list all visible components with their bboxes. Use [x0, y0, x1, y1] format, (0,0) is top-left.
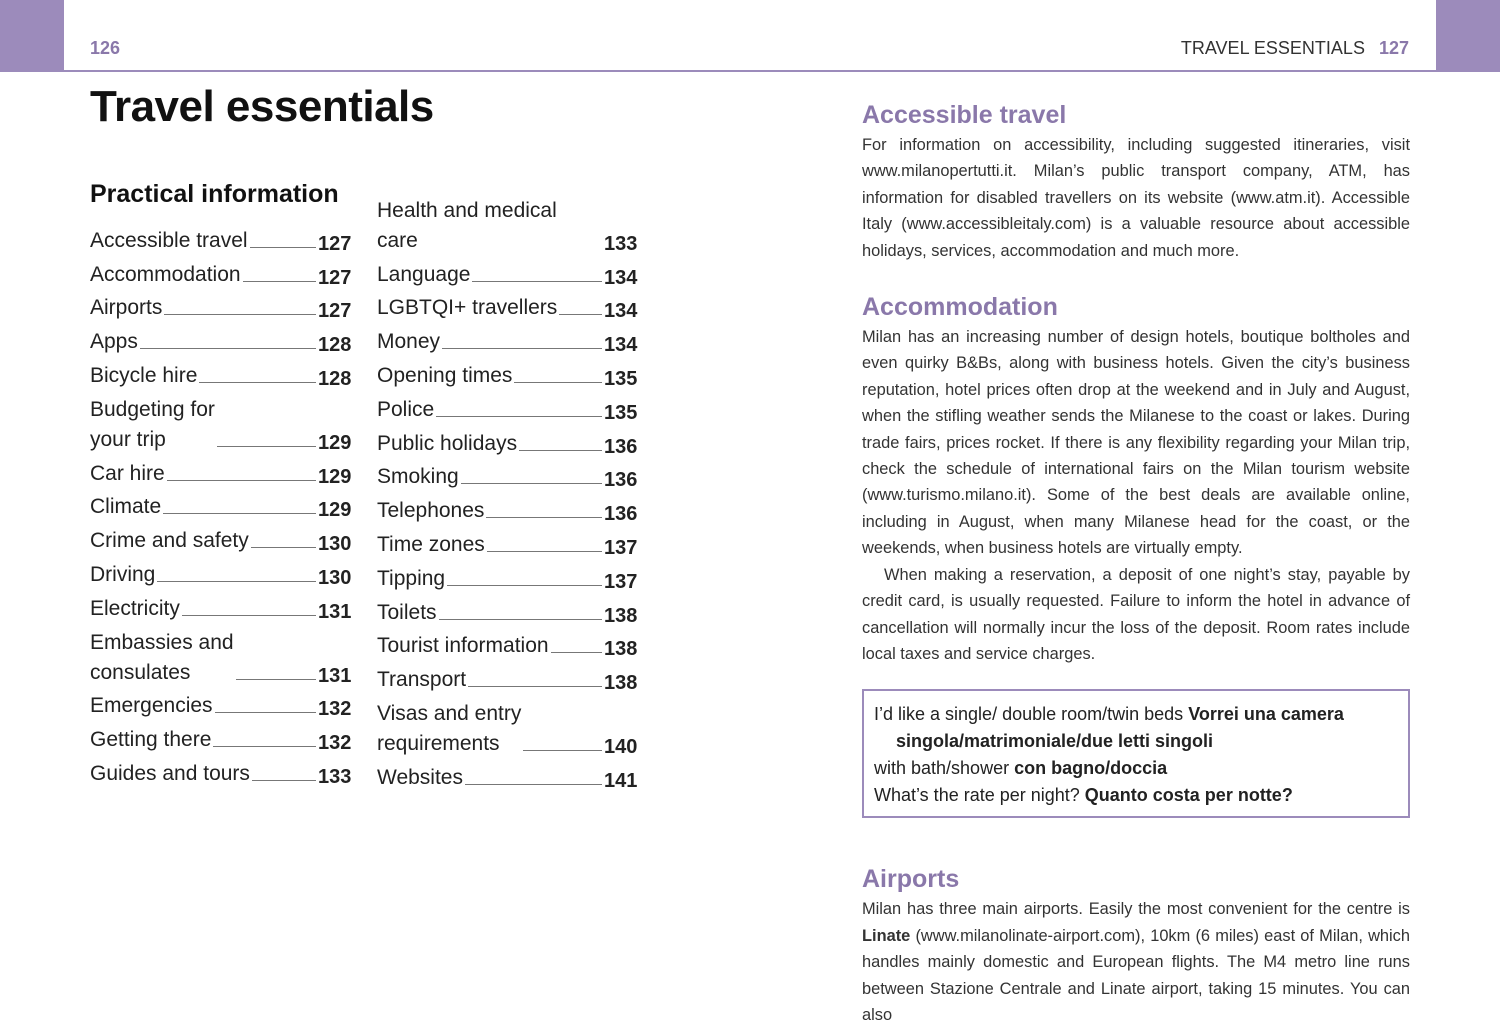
phrase-italian: Quanto costa per notte? — [1084, 785, 1293, 806]
toc-entry-page: 130 — [318, 566, 352, 589]
header-rule — [0, 70, 1500, 72]
phrase-box — [862, 689, 1410, 818]
toc-entry-page: 129 — [318, 499, 352, 522]
toc-entry — [377, 198, 638, 256]
toc-entry-page: 135 — [604, 401, 638, 424]
toc-leader-line — [514, 382, 602, 383]
accessible-travel-text: For information on accessibility, including suggested itineraries, visit www.milanopertutti.it. Milan’s public transport company, ATM, has information for disabled travellers on its website (www.atm.it). Accessible Italy (www.accessibleitaly.com) is a valuable resource about accessible holidays, services, accommodation and much more. — [862, 136, 1410, 260]
phrase-english: with bath/shower — [874, 758, 1015, 779]
toc-leader-line — [164, 314, 316, 315]
toc-entry-label: Opening times — [377, 363, 513, 387]
toc-leader-line — [215, 712, 316, 713]
toc-leader-line — [157, 581, 316, 582]
toc-entry — [377, 628, 638, 662]
toc-entry-page: 135 — [604, 367, 638, 390]
airports-text-start: Milan has three main airports. Easily the most convenient for the centre is — [862, 900, 1410, 919]
toc-entry-page: 141 — [604, 769, 638, 792]
toc-leader-line — [439, 619, 602, 620]
toc-entry-label: Tipping — [377, 566, 446, 590]
toc-entry-page: 134 — [604, 334, 638, 357]
toc-leader-line — [140, 348, 316, 349]
toc-leader-line — [472, 281, 602, 282]
toc-entry-label: Public holidays — [377, 431, 518, 455]
toc-entry-page: 136 — [604, 503, 638, 526]
toc-leader-line — [250, 247, 316, 248]
toc-leader-line — [182, 615, 316, 616]
toc-entry-label: Emergencies — [90, 694, 213, 718]
toc-entry-page: 127 — [318, 266, 352, 289]
toc-entry — [377, 560, 638, 594]
toc-entry — [377, 759, 638, 793]
toc-entry — [377, 492, 638, 526]
toc-entry-label: Electricity — [90, 596, 180, 620]
toc-leader-line — [468, 686, 602, 687]
phrase-italian: con bagno/doccia — [1014, 758, 1168, 779]
toc-entry-page: 128 — [318, 334, 352, 357]
toc-entry-label: Language — [377, 262, 471, 286]
toc-entry-page: 130 — [318, 533, 352, 556]
toc-leader-line — [236, 679, 316, 680]
toc-leader-line — [167, 480, 316, 481]
toc-leader-line — [199, 382, 316, 383]
toc-leader-line — [447, 585, 602, 586]
toc-leader-line — [163, 513, 316, 514]
toc-entry — [90, 522, 352, 556]
toc-entry — [90, 688, 352, 722]
toc-entry-page: 132 — [318, 732, 352, 755]
chapter-title: Travel essentials — [90, 82, 434, 131]
toc-entry — [90, 455, 352, 489]
toc-entry-label: Money — [377, 330, 441, 354]
toc-entry-page: 137 — [604, 536, 638, 559]
toc-entry-page: 129 — [318, 465, 352, 488]
toc-entry — [90, 323, 352, 357]
toc-entry-label: Visas and entry requirements — [377, 701, 522, 755]
toc-entry-label: Police — [377, 397, 435, 421]
toc-entry — [90, 222, 352, 256]
toc-entry-label: Airports — [90, 296, 163, 320]
toc-entry — [90, 624, 352, 688]
toc-entry-page: 138 — [604, 672, 638, 695]
toc-entry-label: Health and medical care — [377, 198, 557, 252]
accessible-travel-heading: Accessible travel — [862, 101, 1067, 129]
toc-leader-line — [487, 551, 602, 552]
toc-entry-page: 131 — [318, 600, 352, 623]
toc-entry-label: Getting there — [90, 728, 212, 752]
toc-entry-label: Embassies and consulates — [90, 630, 234, 684]
toc-entry — [377, 661, 638, 695]
toc-entry — [377, 459, 638, 493]
right-page-tab — [1436, 0, 1500, 71]
phrase-italian-continued: singola/matrimoniale/due letti singoli — [896, 731, 1214, 752]
toc-entry — [90, 357, 352, 391]
toc-entry-label: Climate — [90, 495, 162, 519]
airports-text — [862, 896, 1410, 1028]
toc-leader-line — [243, 281, 316, 282]
toc-entry-label: Websites — [377, 765, 463, 789]
accommodation-paragraph-2: When making a reservation, a deposit of one night’s stay, payable by credit card, is usually requested. Failure to inform the hotel in advance of cancellation will normally incur the loss of the deposit. Room rates include local taxes and service charges. — [862, 565, 1410, 663]
toc-leader-line — [251, 547, 316, 548]
running-head — [1181, 38, 1409, 59]
toc-entry-page: 136 — [604, 435, 638, 458]
toc-entry-page: 127 — [318, 300, 352, 323]
phrase-line-rate — [874, 782, 1396, 809]
toc-entry — [377, 290, 638, 324]
toc-leader-line — [252, 780, 316, 781]
toc-column-1 — [90, 222, 352, 789]
toc-entry-label: Accommodation — [90, 262, 241, 286]
toc-entry — [90, 290, 352, 324]
phrase-english: What’s the rate per night? — [874, 785, 1085, 806]
toc-entry-page: 133 — [604, 232, 638, 255]
section-title: Practical information — [90, 180, 339, 208]
toc-leader-line — [559, 314, 602, 315]
toc-entry-page: 136 — [604, 469, 638, 492]
toc-entry — [377, 391, 638, 425]
running-head-title: TRAVEL ESSENTIALS — [1180, 38, 1365, 58]
toc-entry-label: Time zones — [377, 532, 485, 556]
toc-entry-page: 131 — [318, 664, 352, 687]
toc-entry-page: 128 — [318, 367, 352, 390]
toc-entry-label: Smoking — [377, 465, 459, 489]
toc-entry-page: 137 — [604, 570, 638, 593]
toc-entry-label: Guides and tours — [90, 761, 250, 785]
toc-entry — [377, 425, 638, 459]
toc-entry — [377, 695, 638, 759]
toc-entry — [90, 256, 352, 290]
left-page-tab — [0, 0, 64, 71]
toc-entry — [90, 755, 352, 789]
airports-text-end: (www.milanolinate-airport.com), 10km (6 miles) east of Milan, which handles mainly domestic and European flights. The M4 metro line runs between Stazione Centrale and Linate airport, taking 15 minutes. You can also — [862, 926, 1410, 1024]
toc-entry-label: Bicycle hire — [90, 363, 198, 387]
toc-entry — [90, 391, 352, 455]
airport-name-linate: Linate — [862, 926, 911, 945]
toc-entry — [90, 590, 352, 624]
left-page-number: 126 — [90, 38, 121, 58]
accommodation-heading: Accommodation — [862, 293, 1058, 322]
toc-entry-label: Apps — [90, 330, 138, 354]
phrase-italian: Vorrei una camera — [1188, 704, 1344, 725]
toc-entry-page: 138 — [604, 604, 638, 627]
toc-leader-line — [442, 348, 602, 349]
toc-leader-line — [486, 517, 602, 518]
toc-entry-page: 138 — [604, 638, 638, 661]
phrase-line-room — [874, 701, 1396, 728]
airports-heading: Airports — [862, 865, 960, 894]
toc-leader-line — [213, 746, 316, 747]
toc-leader-line — [465, 784, 602, 785]
toc-entry-page: 132 — [318, 698, 352, 721]
toc-entry-page: 127 — [318, 232, 352, 255]
toc-leader-line — [436, 416, 602, 417]
toc-entry — [90, 489, 352, 523]
toc-entry-label: Tourist information — [377, 634, 549, 658]
toc-entry — [377, 526, 638, 560]
phrase-english: I’d like a single/ double room/twin beds — [874, 704, 1189, 725]
toc-entry-label: Car hire — [90, 461, 165, 485]
toc-entry-label: Accessible travel — [90, 228, 248, 252]
toc-entry-label: LGBTQI+ travellers — [377, 296, 558, 320]
right-page-content — [862, 98, 1410, 1028]
toc-entry — [377, 357, 638, 391]
toc-entry — [90, 721, 352, 755]
toc-entry — [377, 256, 638, 290]
toc-entry — [377, 323, 638, 357]
toc-leader-line — [217, 446, 316, 447]
right-page-number: 127 — [1378, 38, 1409, 58]
toc-leader-line — [461, 483, 602, 484]
accommodation-paragraph-1: Milan has an increasing number of design hotels, boutique boltholes and even quirky B&Bs, along with business hotels. Given the city’s business reputation, hotel prices often drop at the weekend and in July and August, when the stifling weather sends the Milanese to the coast or lakes. During trade fairs, prices rocket. If there is any flexibility regarding your Milan trip, check the schedule of international fairs on the Milan tourism website (www.turismo.milano.it). Some of the best deals are available online, including in August, when many Milanese head for the coast, or the weekends, when business hotels are virtually empty. — [862, 328, 1410, 558]
toc-entry-label: Driving — [90, 562, 156, 586]
toc-entry-label: Crime and safety — [90, 529, 249, 553]
toc-entry-page: 133 — [318, 765, 352, 788]
toc-column-2 — [377, 198, 638, 793]
toc-leader-line — [519, 450, 602, 451]
toc-entry-page: 134 — [604, 300, 638, 323]
toc-entry-label: Telephones — [377, 499, 485, 523]
toc-entry-label: Toilets — [377, 600, 437, 624]
phrase-line-bath — [874, 755, 1396, 782]
toc-entry-page: 134 — [604, 266, 638, 289]
toc-entry — [90, 556, 352, 590]
toc-leader-line — [523, 750, 602, 751]
toc-entry — [377, 594, 638, 628]
toc-entry-label: Transport — [377, 668, 467, 692]
toc-entry-label: Budgeting for your trip — [90, 397, 215, 451]
toc-entry-page: 129 — [318, 431, 352, 454]
toc-leader-line — [551, 652, 602, 653]
toc-entry-page: 140 — [604, 735, 638, 758]
